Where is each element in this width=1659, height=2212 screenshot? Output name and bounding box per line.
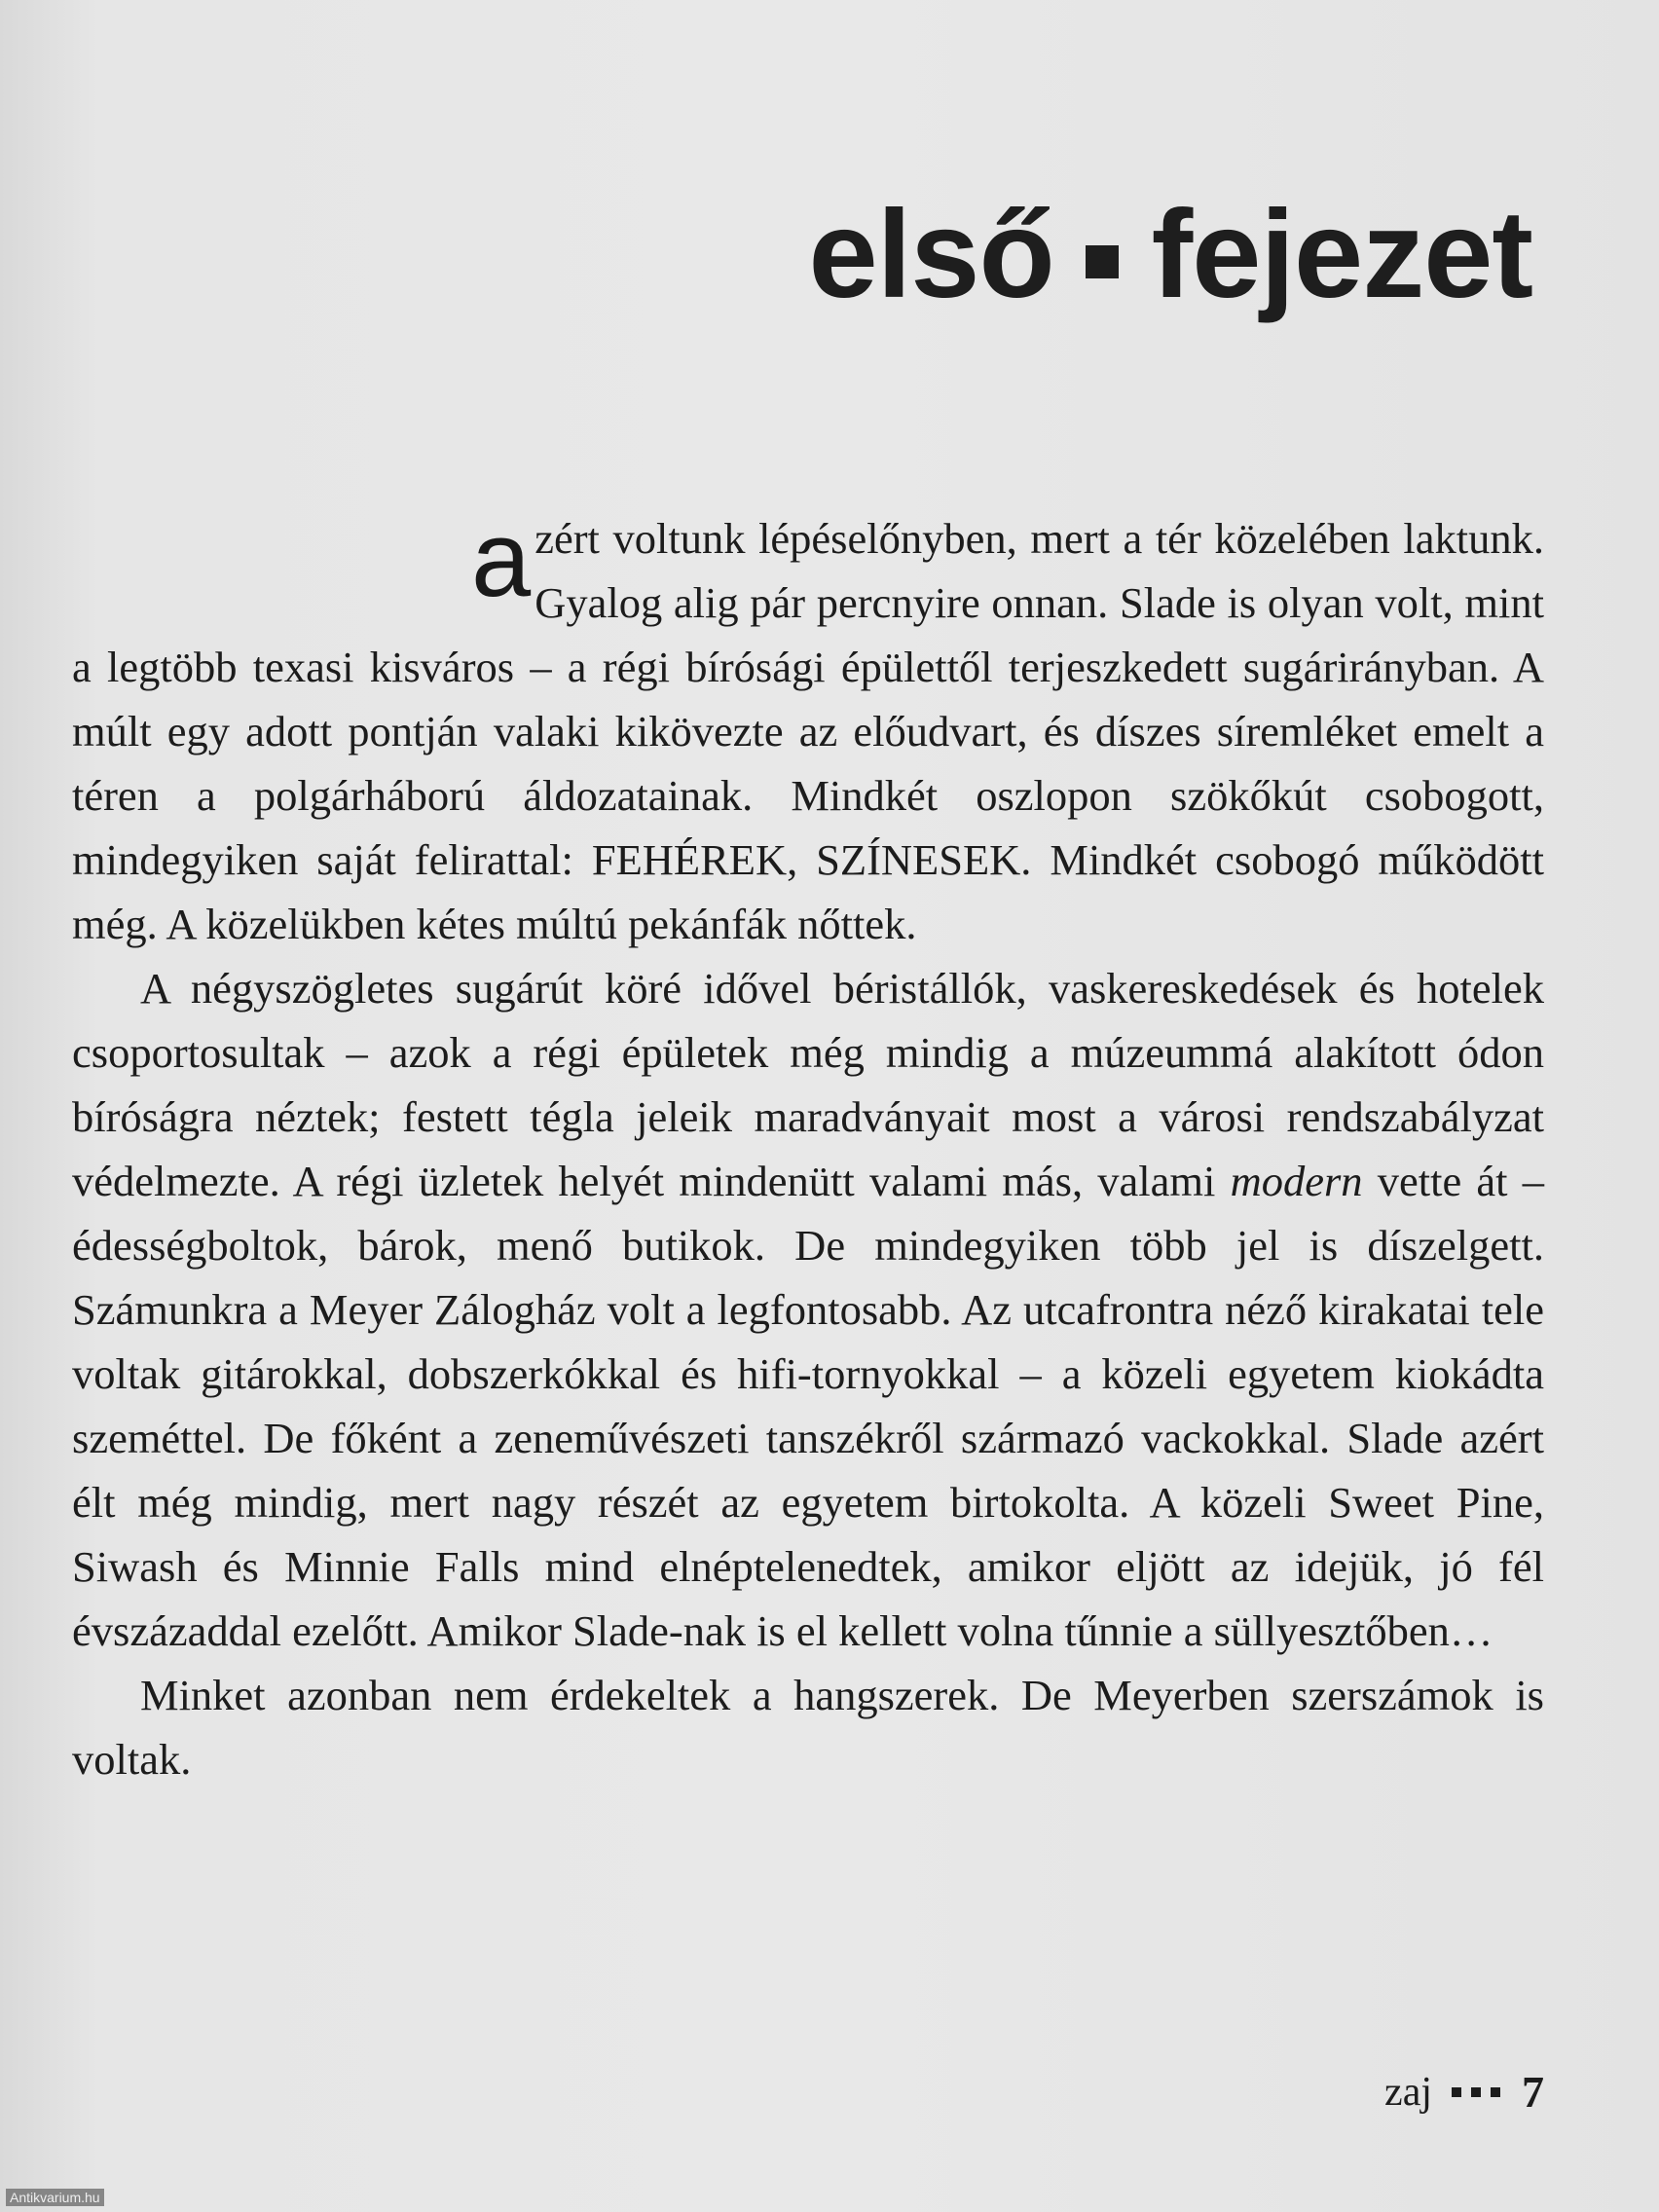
dot-icon bbox=[1452, 2087, 1461, 2097]
paragraph-3-text: Minket azonban nem érdekeltek a hangszerek. De Meyerben szerszámok is voltak. bbox=[72, 1671, 1544, 1784]
drop-cap: a bbox=[471, 499, 532, 619]
page-footer bbox=[1384, 2066, 1544, 2118]
page-number: 7 bbox=[1522, 2067, 1544, 2117]
paragraph-2 bbox=[72, 956, 1544, 1663]
dot-icon bbox=[1491, 2087, 1500, 2097]
paragraph-2-text-end: vette át – édességboltok, bárok, menő butikok. De mindegyiken több jel is díszelgett. Számunkra a Meyer Zálogház volt a legfontosabb. Az utcafrontra néző kirakatai tele voltak gitárokkal, dobszerkókkal és hifi-tornyokkal – a közeli egyetem kiokádta szeméttel. De főként a zeneművészeti tanszékről származó vackokkal. Slade azért élt még mindig, mert nagy részét az egyetem birtokolta. A közeli Sweet Pine, Siwash és Minnie Falls mind elnéptelenedtek, amikor eljött az idejük, jó fél évszázaddal ezelőtt. Amikor Slade-nak is el kellett volna tűnnie a süllyesztőben… bbox=[72, 1157, 1544, 1655]
italic-word: modern bbox=[1230, 1157, 1363, 1205]
paragraph-2-text-start: A négyszögletes sugárút köré idővel béristállók, vaskereskedések és hotelek csoportosultak – azok a régi épületek még mindig a múzeummá alakított ódon bíróságra néztek; festett tégla jeleik maradványait most a városi rendszabályzat védelmezte. A régi üzletek helyét mindenütt valami más, valami bbox=[72, 964, 1544, 1205]
paragraph-1 bbox=[72, 499, 1544, 956]
dot-icon bbox=[1471, 2087, 1481, 2097]
watermark: Antikvarium.hu bbox=[6, 2189, 104, 2206]
chapter-title bbox=[808, 184, 1533, 324]
paragraph-3 bbox=[72, 1663, 1544, 1791]
chapter-title-label: fejezet bbox=[1151, 184, 1532, 324]
running-title: zaj bbox=[1384, 2069, 1432, 2115]
footer-dots-ornament bbox=[1452, 2087, 1500, 2097]
title-separator-square bbox=[1086, 245, 1119, 278]
paragraph-1-text: zért voltunk lépéselőnyben, mert a tér közelében laktunk. Gyalog alig pár percnyire onnan. Slade is olyan volt, mint a legtöbb texasi kisváros – a régi bírósági épülettől terjeszkedett sugárirányban. A múlt egy adott pontján valaki kikövezte az előudvart, és díszes síremléket emelt a téren a polgárháború áldozatainak. Mindkét oszlopon szökőkút csobogott, mindegyiken saját felirattal: FEHÉREK, SZÍNESEK. Mindkét csobogó működött még. A közelükben kétes múltú pekánfák nőttek. bbox=[72, 514, 1544, 948]
body-text bbox=[72, 499, 1544, 1791]
chapter-title-word: első bbox=[808, 184, 1054, 324]
